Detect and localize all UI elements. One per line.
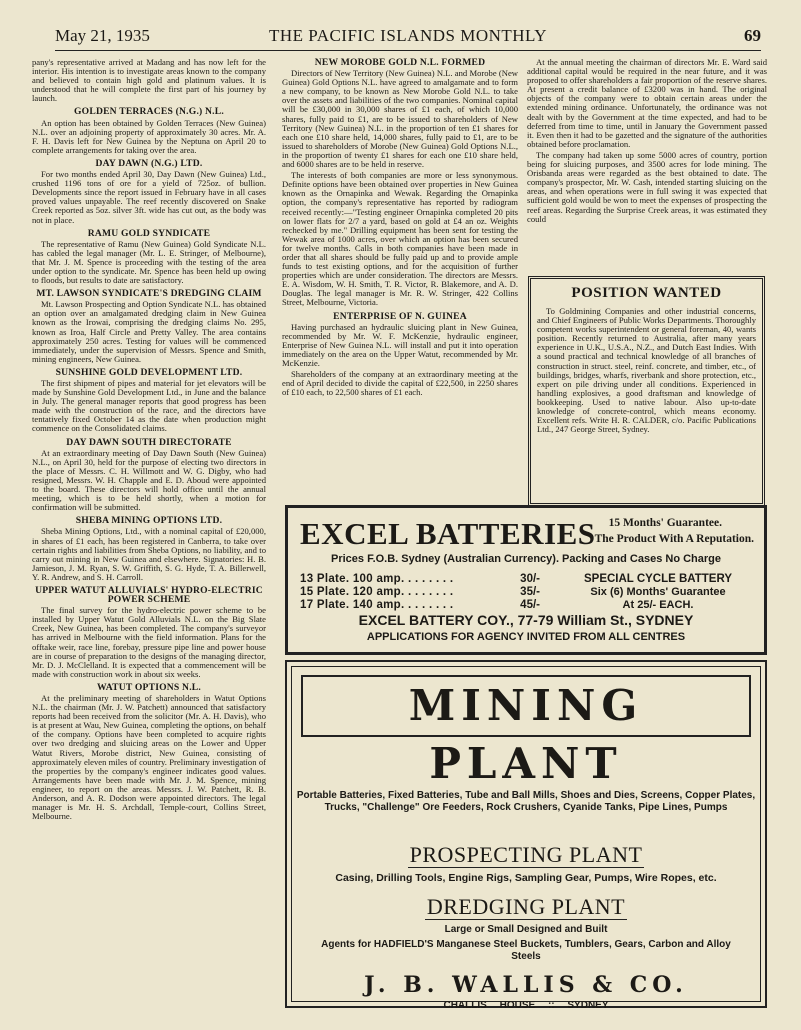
issue-date: May 21, 1935 bbox=[55, 26, 150, 45]
company-name: J. B. WALLIS & CO. bbox=[364, 972, 688, 998]
mining-plant-ad bbox=[285, 660, 767, 1011]
header-rule bbox=[55, 50, 761, 51]
cycle-price: At 25/- EACH. bbox=[622, 599, 694, 611]
article-continuation: pany's representative arrived at Madang and has now left for the interior. His intention is to investigate areas known to the company and believed to contain high gold and platinum values. It is understood that he will complete the first part of his journey by launch. bbox=[32, 57, 266, 104]
article-enterprise: Having purchased an hydraulic sluicing plant in New Guinea, recommended by Mr. W. F. McKenzie, hydraulic engineer, Enterprise of New Guinea N.L. will install and put it into operation immediately on the area on the Upper Watut, recommended by Mr. McKenzie. bbox=[282, 321, 518, 368]
heading-sunshine-gold: SUNSHINE GOLD DEVELOPMENT LTD. bbox=[55, 366, 243, 378]
heading-new-morobe: NEW MOROBE GOLD N.L. FORMED bbox=[314, 57, 486, 68]
heading-upper-watut: UPPER WATUT ALLUVIALS' HYDRO-ELECTRIC POWER SCHEME bbox=[35, 584, 263, 606]
column-middle bbox=[282, 58, 518, 399]
page-header bbox=[55, 22, 761, 52]
prospecting-heading: PROSPECTING PLANT bbox=[409, 842, 643, 867]
excel-price-list bbox=[300, 573, 540, 612]
prospecting-items: Casing, Drilling Tools, Engine Rigs, Sampling Gear, Pumps, Wire Ropes, etc. bbox=[335, 872, 717, 884]
position-wanted-title: POSITION WANTED bbox=[571, 285, 722, 301]
article-new-morobe: Directors of New Territory (New Guinea) N.L. and Morobe (New Guinea) Gold Options N.L. have agreed to amalgamate and to form a new company, to be known as New Morobe Gold N.L. to take over the assets and liabilities of the two companies. Nominal capital will be £30,000 in 30,000 shares of £1 each, of which 10,000 shares, fully paid to £1, are to be issued to shareholders of New Territory (New Guinea) N.L. in the proportion of ten £1 shares for each one £10 share held, 14,000 shares, fully paid to £1, are to be issued to shareholders of Morobe (New Guinea) Gold Options N.L., in the proportion of twenty £1 shares for each one £10 share held, and 6000 shares are to be held in reserve. bbox=[282, 68, 518, 170]
heading-enterprise: ENTERPRISE OF N. GUINEA bbox=[333, 310, 467, 322]
article-ramu-gold: The representative of Ramu (New Guinea) Gold Syndicate N.L. has cabled the legal manager (Mr. L. E. Stringer, of Melbourne), that Mr. J. M. Spence is proceeding with the testing of the area under option to the syndicate. Mr. Spence has been held up owing to floods, but results to date are satisfactory. bbox=[32, 238, 266, 286]
article-annual-meeting: At the annual meeting the chairman of directors Mr. E. Ward said additional capital would be required in the near future, and it was proposed to offer shareholders a fair proportion of the reserve shares. At present a credit balance of £3200 was in hand. The original objects of the company were to obtain certain areas under the extended mining ordinance. Unfortunately, the ordinance was not dealt with by the Government at the time expected, and had to be deferred from time to time, until in January the Government passed it. Even then it had to be gazetted and the signature of the authorities obtained before proclamation. bbox=[527, 57, 767, 149]
excel-guarantee: 15 Months' Guarantee. bbox=[608, 517, 722, 529]
price-row: 17 Plate. 140 amp. . . . . . . . 45/- bbox=[300, 599, 540, 611]
mining-products: Portable Batteries, Fixed Batteries, Tube and Ball Mills, Shoes and Dies, Screens, Copper Plates, Trucks, "Challenge" Ore Feeders, Rock Crushers, Cyanide Tanks, Pipe Lines, Pumps bbox=[296, 790, 756, 813]
heading-ramu-gold: RAMU GOLD SYNDICATE bbox=[87, 227, 211, 239]
article-sheba: Sheba Mining Options, Ltd., with a nominal capital of £20,000, in shares of £1 each, has been registered in Canberra, to take over certain rights and liabilities from Sheba Options, no liability, and to carry out mining in New Guinea and elsewhere. Signatories: H. B. Jamieson, J. M. Ryan, S. W. Griffith, S. G. Hyde, T. A. Billerwell, Y. R. Andrew, and S. H. Carroll. bbox=[32, 526, 266, 582]
column-left bbox=[32, 58, 266, 823]
position-wanted-body: To Goldmining Companies and other industrial concerns, and Chief Engineers of Public Works Departments. Thoroughly competent works superintendent or general foreman, 40, wants position. Recently returned to Australia, after many years experience in U.K., U.S.A., N.Z., and Dutch East Indies. With a sound practical and technical knowledge of all branches of construction in struct. steel, reinf. concrete, and timber, etc., of buildings, bridges, wharfs, riverbank and shore protection, etc., expert on pile driving under all conditions. Experienced in handling explosives, a good draftsman and knowledge of bookkeeping. Used to native labour. Also up-to-date knowledge of concrete-control, which means economy. Excellent refs. Write H. R. CALDER, c/o. Pacific Publications Ltd., 247 George Street, Sydney. bbox=[537, 306, 756, 435]
article-sunshine-gold: The first shipment of pipes and material for jet elevators will be made by Sunshine Gold Development Ltd., in June and the balance in July. The general manager reports that good progress has been made with the construction of the race, and the directors have tentatively fixed October 14 as the date when production might commence on the Consolidated claims. bbox=[32, 378, 266, 434]
excel-reputation: The Product With A Reputation. bbox=[594, 533, 754, 545]
publication-title: THE PACIFIC ISLANDS MONTHLY bbox=[269, 26, 547, 45]
article-new-morobe-2: The interests of both companies are more or less synonymous. Definite options have been obtained over properties in New Guinea known as the Ornapinka and Wewak. Regarding the Ornapinka option, the company's representative has reported by radiogram received recently:—"Testing engineer Ornapinka completed 20 pits on lower flats for 2/7 a yard, based on gold at £4 an oz. Weights rechecked by me." Drilling equipment has been sent for testing the Wewak area of 1000 acres, over which an option has been secured for twelve months. Calls in both companies have been made in order that all shares should be fully paid up and to provide ample funds to test existing options, and for the acquisition of further properties which are under consideration. The directors are Messrs. E. A. Wisdom, W. H. Smith, T. R. Victor, R. Blakemore, and A. D. Douglas. The legal manager is Mr. R. W. Stringer, 422 Collins Street, Melbourne, Victoria. bbox=[282, 170, 518, 308]
heading-watut-options: WATUT OPTIONS N.L. bbox=[96, 681, 201, 693]
excel-applications: APPLICATIONS FOR AGENCY INVITED FROM ALL CENTRES bbox=[366, 631, 686, 643]
cycle-title: SPECIAL CYCLE BATTERY bbox=[583, 573, 733, 585]
cycle-battery-offer bbox=[558, 573, 758, 612]
dredging-heading: DREDGING PLANT bbox=[426, 894, 626, 919]
heading-day-dawn-south: DAY DAWN SOUTH DIRECTORATE bbox=[66, 436, 232, 448]
heading-sheba: SHEBA MINING OPTIONS LTD. bbox=[75, 515, 223, 527]
article-enterprise-2: Shareholders of the company at an extraordinary meeting at the end of April decided to divide the capital of £22,500, in 2250 shares of £10 each, to 22,500 shares of £1 each. bbox=[282, 369, 518, 398]
article-annual-meeting-2: The company had taken up some 5000 acres of country, portion being for sluicing purposes, and 3500 acres for lode mining. The Orisbanda areas were regarded as the best obtained to date. The company's prospector, Mr. W. Cash, intended starting sluicing on the areas, and when operations were in full swing it was expected that sufficient gold would be won to meet the expenses of prospecting the reef areas. Regarding the Surprise Creek areas, it was estimated they could bbox=[527, 149, 767, 224]
company-address: CHALLIS HOUSE :: SYDNEY bbox=[443, 1000, 609, 1011]
column-right bbox=[527, 58, 767, 226]
article-watut-options: At the preliminary meeting of shareholders in Watut Options N.L. the chairman (Mr. J. W. Patchett) announced that satisfactory reports had been received from the solicitor (Mr. A. H. Davis), who is at present at Wau, New Guinea, completing the options, on behalf of the company. Options have been completed to acquire rights over two dredging and sluicing areas on the Lower and Upper Watut Rivers, Morobe district, New Guinea, consisting of approximately eleven miles of country. Preliminary investigation of the properties by the company's engineer indicates good values. Arrangements have been made with Mr. J. M. Spence, mining engineer, to report on the areas. Messrs. J. W. Patchett, R. B. Anderson, and A. R. Dodson were appointed directors. The legal manager is Mr. H. S. Archdall, Temple-court, Collins Street, Melbourne. bbox=[32, 693, 266, 822]
article-day-dawn-south: At an extraordinary meeting of Day Dawn South (New Guinea) N.L., on April 30, held for the purpose of electing two directors in the place of Messrs. C. H. Willmott and W. G. Digby, who had resigned, Messrs. W. H. Chapple and E. D. Aboud were appointed to the board. These directors will hold office until the annual meeting, which is to be held shortly, when a motion for confirmation will be submitted. bbox=[32, 447, 266, 513]
page-number: 69 bbox=[744, 26, 761, 45]
excel-prices-note: Prices F.O.B. Sydney (Australian Currency). Packing and Cases No Charge bbox=[330, 553, 722, 565]
cycle-guarantee: Six (6) Months' Guarantee bbox=[590, 586, 726, 598]
excel-batteries-ad bbox=[285, 505, 767, 655]
price-row: 13 Plate. 100 amp. . . . . . . . 30/- bbox=[300, 573, 540, 585]
agents-note: Agents for HADFIELD'S Manganese Steel Buckets, Tumblers, Gears, Carbon and Alloy Steels bbox=[321, 939, 731, 962]
excel-address: EXCEL BATTERY COY., 77-79 William St., SYDNEY bbox=[358, 612, 694, 628]
article-mt-lawson: Mt. Lawson Prospecting and Option Syndicate N.L. has obtained an option over an amalgamated dredging claim in New Guinea known as the Irowai, comprising the dredging claims No. 295, known as Iroa, Half Circle and Pretty Valley. The area contains approximately 250 acres. Testing for values will be commenced immediately, under the supervision of Messrs. Spence and Smith, mining engineers, New Guinea. bbox=[32, 299, 266, 364]
dredging-note: Large or Small Designed and Built bbox=[444, 924, 608, 935]
position-wanted-ad bbox=[528, 276, 765, 506]
article-upper-watut: The final survey for the hydro-electric power scheme to be installed by Upper Watut Gold Alluvials N.L. on the Big Slate Creek, New Guinea, has been completed. The company's surveyor has arrived in Melbourne with the field information. Plans for the offtake weir, race line, forebay, pressure pipe line and power house are in course of preparation to the designs of the managing director, Mr. D. J. McClelland. It is expected that a commencement will be made with construction work in about six weeks. bbox=[32, 605, 266, 679]
heading-golden-terraces: GOLDEN TERRACES (N.G.) N.L. bbox=[74, 106, 224, 118]
excel-title: EXCEL BATTERIES bbox=[300, 516, 596, 551]
heading-day-dawn: DAY DAWN (N.G.) LTD. bbox=[95, 157, 203, 169]
article-day-dawn: For two months ended April 30, Day Dawn (New Guinea) Ltd., crushed 1196 tons of ore for a yield of 725oz. of bullion. Developments since the report issued in February have in all cases proved values unpayable. The reef recently discovered on Snake Creek reported as 5oz. silver 3ft. wide has cut out, as the body was not in place. bbox=[32, 169, 266, 225]
heading-mt-lawson: MT. LAWSON SYNDICATE'S DREDGING CLAIM bbox=[36, 288, 262, 300]
price-row: 15 Plate. 120 amp. . . . . . . . 35/- bbox=[300, 586, 540, 598]
mining-plant-title: MINING PLANT bbox=[301, 675, 751, 737]
article-golden-terraces: An option has been obtained by Golden Terraces (New Guinea) N.L. over an adjoining property of approximately 30 acres. Mr. A. F. H. Davis left for New Guinea by the Neptuna on April 20 to complete arrangements for taking over the area. bbox=[32, 117, 266, 155]
